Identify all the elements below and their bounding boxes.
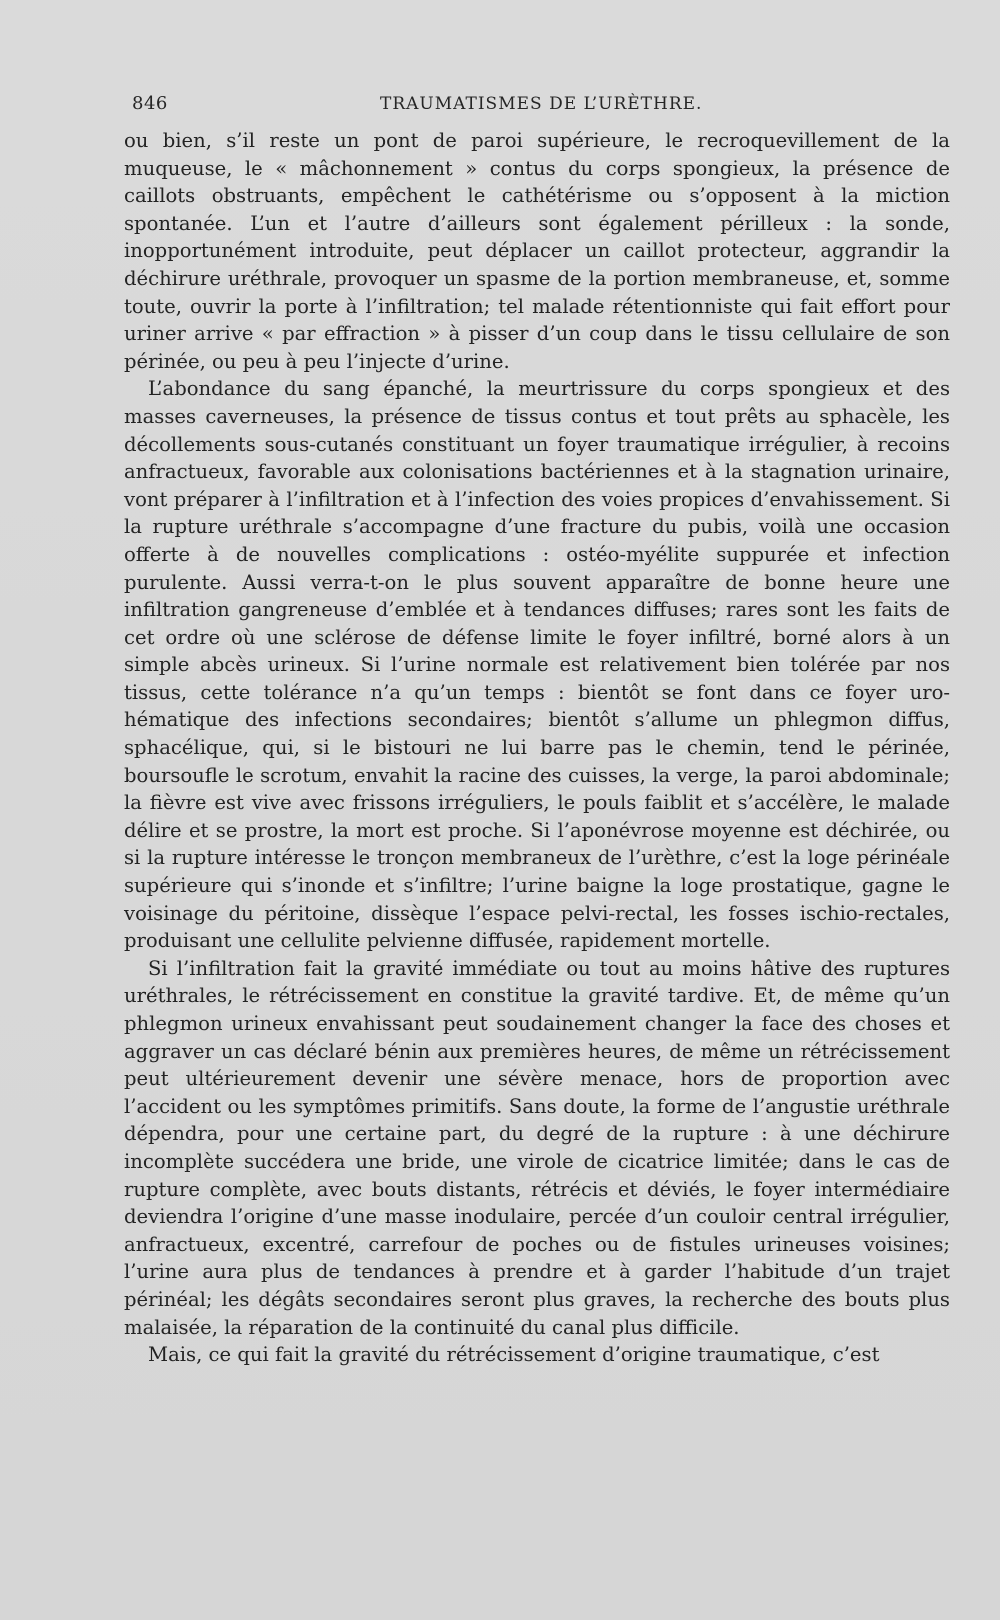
page-number: 846 — [132, 93, 168, 114]
running-title: TRAUMATISMES DE L’URÈTHRE. — [380, 94, 703, 114]
paragraph-infiltration: L’abondance du sang épanché, la meurtrissure du corps spongieux et des masses caverneuses, la présence de tissus contus et tout prêts au sphacèle, les décollements sous-cutanés constituant un foyer traumatique irrégulier, à recoins anfractueux, favorable aux colonisations bactériennes et à la stagnation urinaire, vont préparer à l’infiltration et à l’infection des voies propices d’envahissement. Si la rupture uréthrale s’accompagne d’une fracture du pubis, voilà une occasion offerte à de nouvelles complications : ostéo-myélite suppurée et infection purulente. Aussi verra-t-on le plus souvent apparaître de bonne heure une infiltration gangreneuse d’emblée et à tendances diffuses; rares sont les faits de cet ordre où une sclérose de défense limite le foyer infiltré, borné alors à un simple abcès urineux. Si l’urine normale est relativement bien tolérée par nos tissus, cette tolérance n’a qu’un temps : bientôt se font dans ce foyer uro-hématique des infections secondaires; bientôt s’allume un phlegmon diffus, sphacélique, qui, si le bistouri ne lui barre pas le chemin, tend le périnée, boursoufle le scrotum, envahit la racine des cuisses, la verge, la paroi abdominale; la fièvre est vive avec frissons irréguliers, le pouls faiblit et s’accélère, le malade délire et se prostre, la mort est proche. Si l’aponévrose moyenne est déchirée, ou si la rupture intéresse le tronçon membraneux de l’urèthre, c’est la loge périnéale supérieure qui s’inonde et s’infiltre; l’urine baigne la loge prostatique, gagne le voisinage du péritoine, dissèque l’espace pelvi-rectal, les fosses ischio-rectales, produisant une cellulite pelvienne diffusée, rapidement mortelle. — [124, 377, 950, 953]
paragraph-continuation: ou bien, s’il reste un pont de paroi supérieure, le recroquevillement de la muqueuse, le « mâchonnement » contus du corps spongieux, la présence de caillots obstruants, empêchent le cathétérisme ou s’opposent à la miction spontanée. L’un et l’autre d’ailleurs sont également périlleux : la sonde, inopportunément introduite, peut déplacer un caillot protecteur, aggrandir la déchirure uréthrale, provoquer un spasme de la portion membraneuse, et, somme toute, ouvrir la porte à l’infiltration; tel malade rétentionniste qui fait effort pour uriner arrive « par effraction » à pisser d’un coup dans le tissu cellulaire de son périnée, ou peu à peu l’injecte d’urine. — [124, 129, 950, 373]
paragraph-retrecissement: Si l’infiltration fait la gravité immédiate ou tout au moins hâtive des ruptures uréthrales, le rétrécissement en constitue la gravité tardive. Et, de même qu’un phlegmon urineux envahissant peut soudainement changer la face des choses et aggraver un cas déclaré bénin aux premières heures, de même un rétrécissement peut ultérieurement devenir une sévère menace, hors de proportion avec l’accident ou les symptômes primitifs. Sans doute, la forme de l’angustie uréthrale dépendra, pour une certaine part, du degré de la rupture : à une déchirure incomplète succédera une bride, une virole de cicatrice limitée; dans le cas de rupture complète, avec bouts distants, rétrécis et déviés, le foyer intermédiaire deviendra l’origine d’une masse inodulaire, percée d’un couloir central irrégulier, anfractueux, excentré, carrefour de poches ou de fistules urineuses voisines; l’urine aura plus de tendances à prendre et à garder l’habitude d’un trajet périnéal; les dégâts secondaires seront plus graves, la recherche des bouts plus malaisée, la réparation de la continuité du canal plus difficile. — [124, 956, 950, 1339]
page-header — [132, 93, 952, 123]
paragraph-final: Mais, ce qui fait la gravité du rétrécissement d’origine traumatique, c’est — [148, 1343, 880, 1367]
body-text — [124, 127, 950, 1369]
